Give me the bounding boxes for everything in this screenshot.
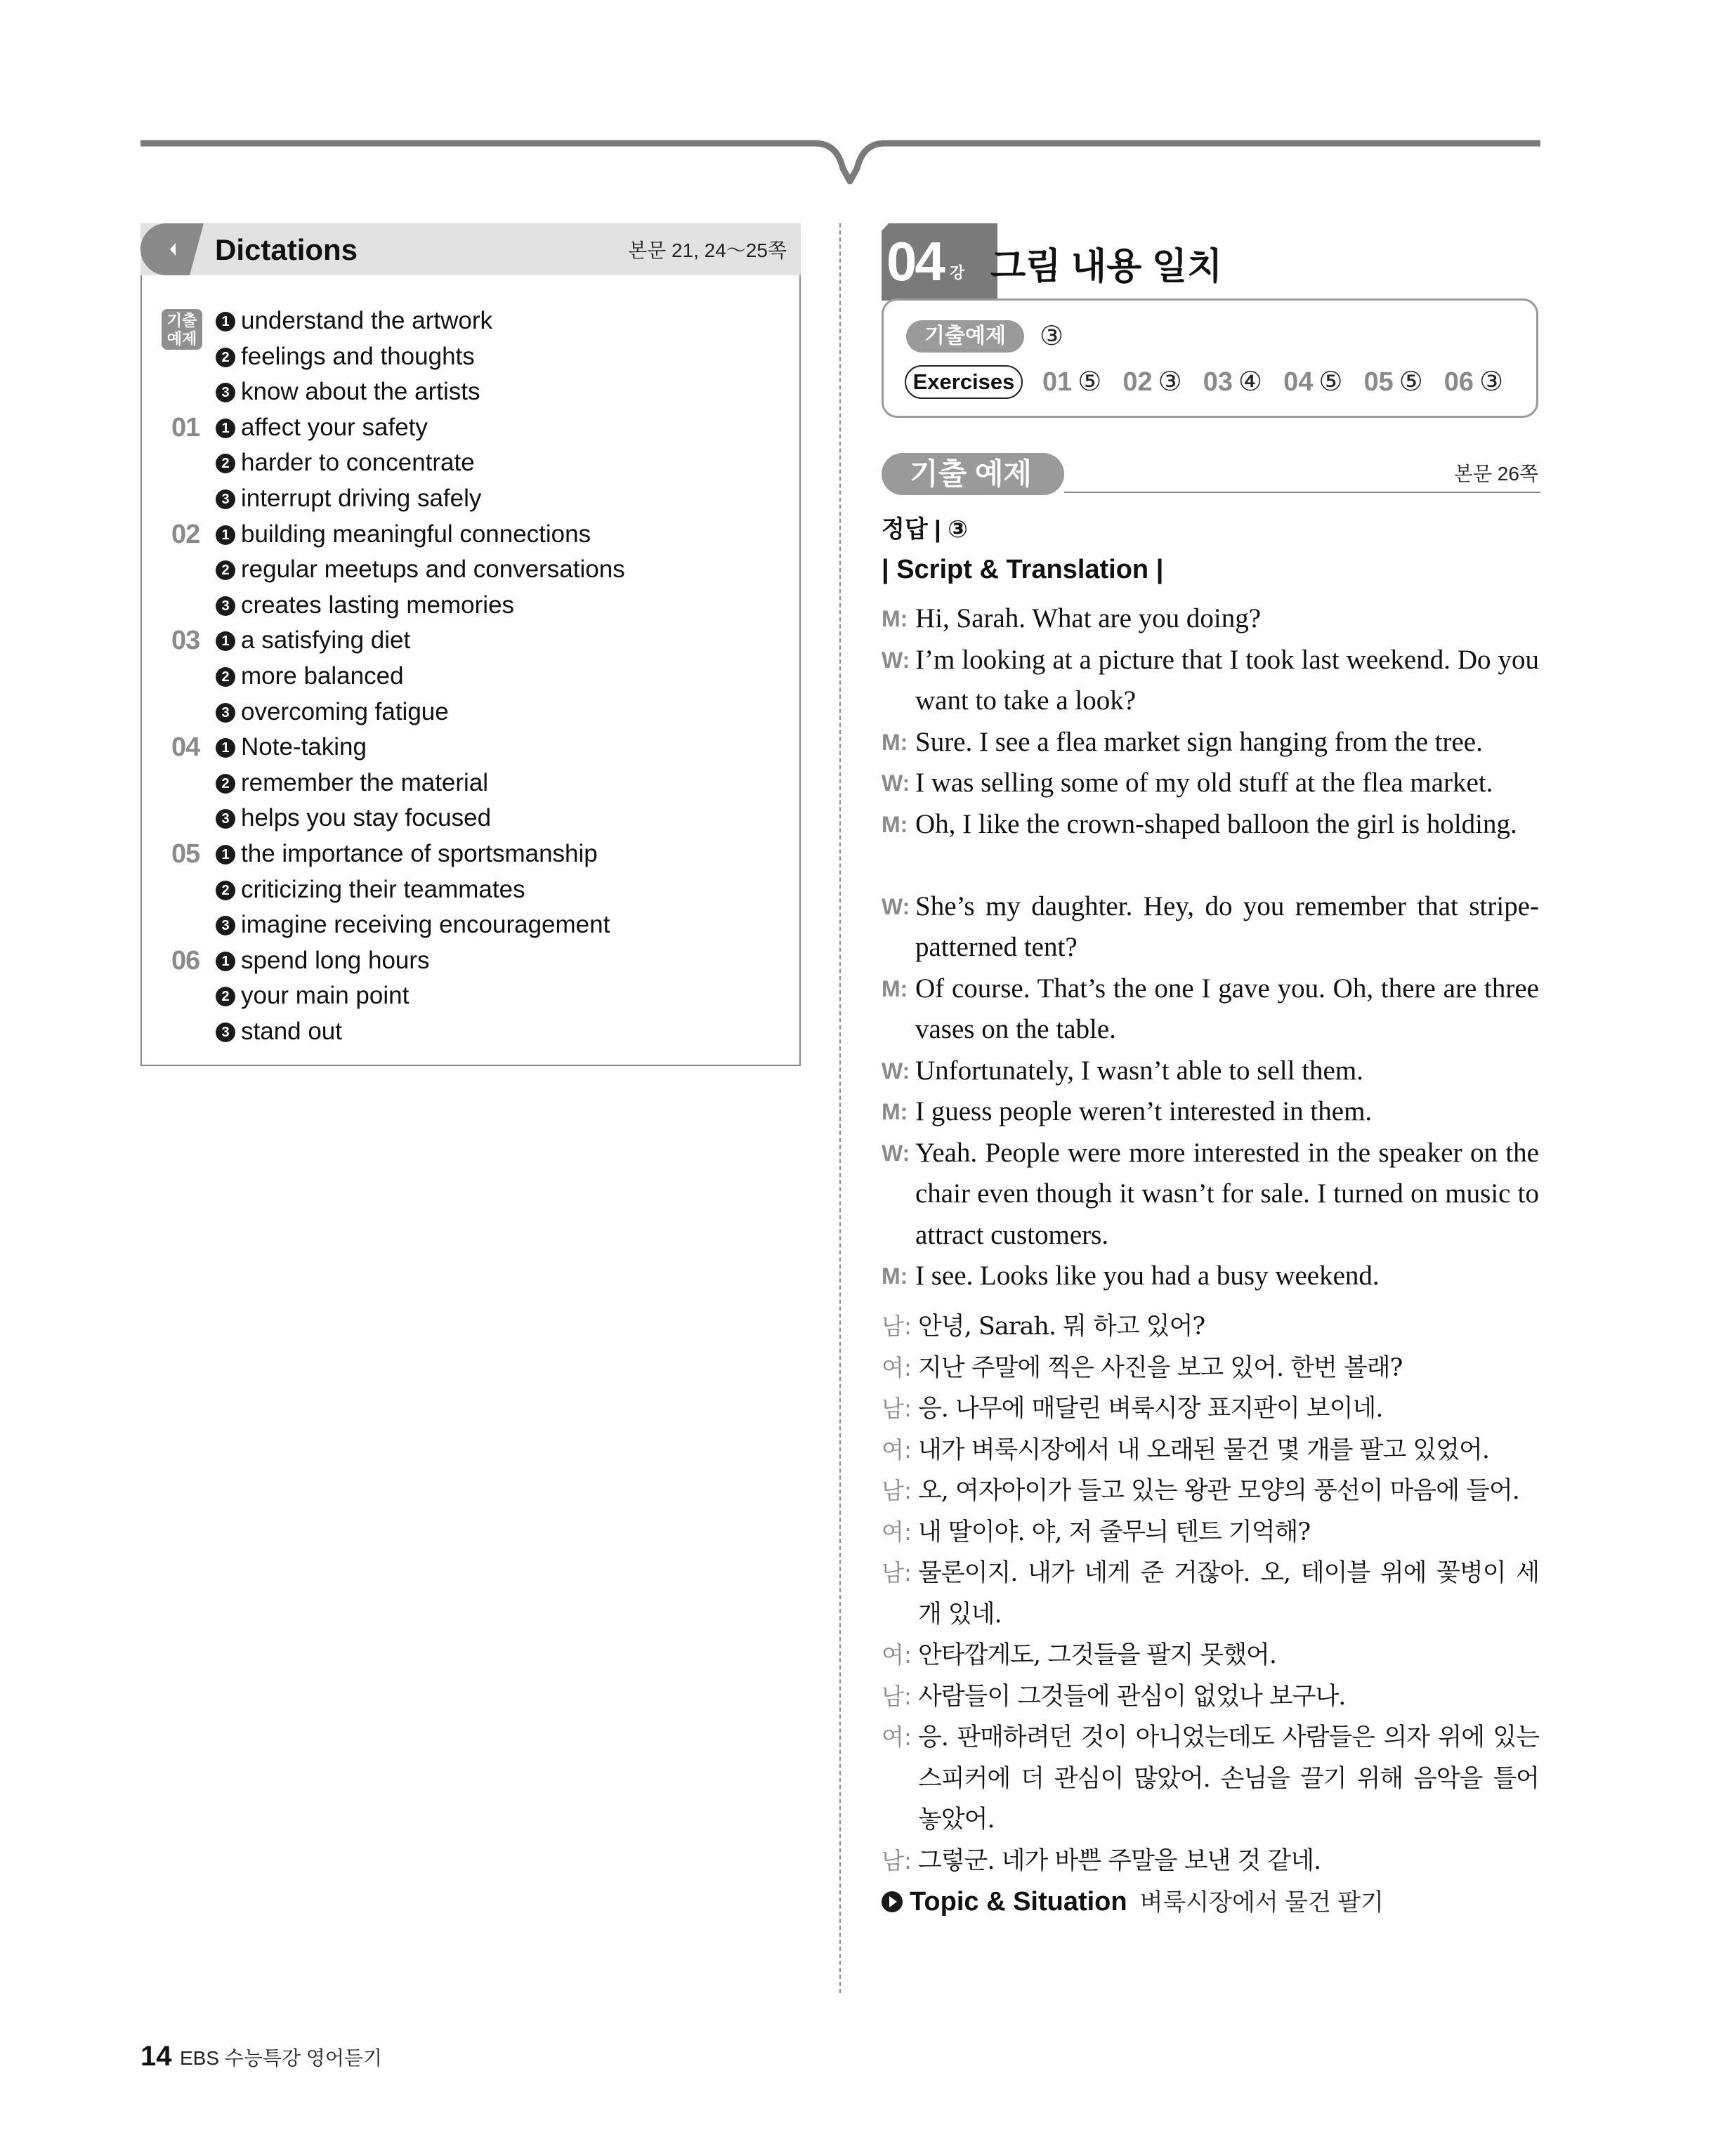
speaker-label: 남:: [882, 1477, 912, 1504]
translation-line: [882, 1348, 1542, 1389]
number-marker-icon: 3: [216, 1023, 235, 1042]
exercises-answers: [1042, 365, 1524, 399]
number-marker-icon: 3: [216, 916, 235, 935]
script-text: Of course. That’s the one I gave you. Oh, there are three vases on the table.: [915, 973, 1539, 1044]
script-text: I’m looking at a picture that I took last weekend. Do you want to take a look?: [915, 644, 1539, 716]
dictation-number: 06: [171, 945, 200, 975]
translation-line: [882, 1430, 1542, 1471]
number-marker-icon: 2: [216, 774, 235, 794]
exercise-choice: ③: [1158, 367, 1182, 397]
dictation-text: stand out: [241, 1018, 342, 1045]
dictation-number: 02: [171, 519, 200, 549]
script-text: Sure. I see a flea market sign hanging from the tree.: [915, 726, 1483, 757]
dictation-text: your main point: [241, 982, 410, 1010]
exercise-number: 01: [1042, 367, 1073, 397]
script-text: I was selling some of my old stuff at the flea market.: [915, 768, 1493, 798]
exercise-answer: [1363, 365, 1422, 399]
speaker-label: 남:: [882, 1682, 912, 1710]
dictation-item: [216, 339, 475, 374]
number-marker-icon: 2: [216, 348, 235, 367]
translation-text: 응. 판매하려던 것이 아니었는데도 사람들은 의자 위에 있는 스피커에 더 관심이 많았어. 손님을 끌기 위해 음악을 틀어 놓았어.: [918, 1723, 1539, 1834]
speaker-label: 여:: [882, 1353, 912, 1381]
gichul-yeje-badge: 기출 예제: [162, 309, 202, 350]
dictation-item: [216, 836, 598, 872]
dictation-item: [216, 907, 610, 942]
dictation-text: criticizing their teammates: [241, 875, 525, 903]
dictation-item: [216, 659, 404, 694]
dictation-text: helps you stay focused: [241, 804, 492, 832]
exercise-answer: [1122, 365, 1181, 399]
number-marker-icon: 1: [216, 419, 235, 438]
translation-line: [882, 1512, 1542, 1553]
exercise-number: 02: [1122, 367, 1153, 397]
dictation-text: a satisfying diet: [241, 626, 411, 655]
dictation-text: understand the artwork: [241, 307, 492, 334]
exercise-choice: ③: [1479, 367, 1504, 397]
script-line: [882, 598, 1542, 640]
speaker-label: 여:: [882, 1723, 912, 1751]
number-marker-icon: 2: [216, 881, 235, 900]
dictation-text: overcoming fatigue: [241, 697, 449, 725]
dictations-title: Dictations: [215, 233, 358, 266]
dictation-number: 04: [171, 732, 200, 763]
speaker-label: W:: [882, 647, 910, 673]
number-marker-icon: 1: [216, 525, 235, 545]
translation-text: 지난 주말에 찍은 사진을 보고 있어. 한번 볼래?: [918, 1353, 1403, 1382]
translation-line: [882, 1471, 1542, 1512]
speaker-label: 여:: [882, 1518, 912, 1546]
speaker-label: 남:: [882, 1846, 912, 1874]
dictation-text: the importance of sportsmanship: [241, 840, 598, 867]
dictation-text: creates lasting memories: [241, 591, 515, 619]
dictation-text: more balanced: [241, 662, 404, 690]
translation-text: 사람들이 그것들에 관심이 없었나 보구나.: [918, 1682, 1346, 1711]
script-line: [882, 886, 1542, 968]
script-line: [882, 1133, 1542, 1256]
book-title: EBS 수능특강 영어듣기: [180, 2047, 382, 2069]
script-text: Unfortunately, I wasn’t able to sell them.: [915, 1055, 1363, 1086]
translation-line: [882, 1717, 1542, 1841]
dictation-item: [216, 872, 525, 907]
dictation-number: 03: [171, 626, 200, 656]
speaker-label: M:: [882, 729, 908, 755]
translation-text: 안타깝게도, 그것들을 팔지 못했어.: [918, 1641, 1276, 1669]
dictation-text: feelings and thoughts: [241, 342, 475, 370]
exercise-answer: [1444, 365, 1503, 399]
number-marker-icon: 3: [216, 383, 235, 402]
dictation-item: [216, 588, 514, 623]
lesson-title: 그림 내용 일치: [990, 247, 1223, 287]
dictation-item: [216, 1014, 342, 1049]
topic-situation: [882, 1884, 1384, 1920]
script-line: [882, 1091, 1542, 1133]
exercise-number: 06: [1443, 367, 1474, 397]
dictation-item: [216, 978, 409, 1013]
dictation-item: [216, 552, 625, 587]
exercise-answer: [1042, 365, 1101, 399]
number-marker-icon: 1: [216, 738, 235, 758]
translation-text: 내 딸이야. 야, 저 줄무늬 텐트 기억해?: [918, 1518, 1311, 1546]
topic-text: 벼룩시장에서 물건 팔기: [1139, 1889, 1384, 1916]
dictation-number: 05: [171, 839, 200, 869]
number-marker-icon: 3: [216, 489, 235, 509]
script-heading: | Script & Translation |: [882, 555, 1164, 584]
speaker-label: 여:: [882, 1435, 912, 1464]
exercise-choice: ⑤: [1078, 367, 1102, 397]
exercise-choice: ⑤: [1399, 367, 1423, 397]
number-marker-icon: 3: [216, 596, 235, 616]
dictation-item: [216, 481, 481, 516]
translation-text: 응. 나무에 매달린 벼룩시장 표지판이 보이네.: [918, 1395, 1383, 1423]
top-decorative-rule: [0, 0, 1709, 197]
speaker-label: 여:: [882, 1641, 912, 1669]
dictation-text: imagine receiving encouragement: [241, 911, 610, 939]
translation-text: 안녕, Sarah. 뭐 하고 있어?: [918, 1313, 1205, 1341]
page-number: 14: [140, 2041, 172, 2072]
dictation-item: [216, 730, 367, 765]
topic-label: Topic & Situation: [910, 1887, 1127, 1917]
translation-text: 그렇군. 네가 바쁜 주말을 보낸 것 같네.: [918, 1846, 1321, 1875]
dictation-text: Note-taking: [241, 733, 367, 761]
exercise-answer: [1203, 365, 1262, 399]
exercise-answer: [1283, 365, 1342, 399]
script-line: [882, 640, 1542, 722]
column-divider: [839, 223, 841, 1993]
number-marker-icon: 1: [216, 312, 235, 331]
translation-line: [882, 1388, 1542, 1430]
script-text: Yeah. People were more interested in the speaker on the chair even though it wasn’t for sale. I turned on music to attract customers.: [915, 1137, 1539, 1250]
speaker-label: W:: [882, 1058, 910, 1084]
dictation-item: [216, 410, 428, 445]
script-text: Hi, Sarah. What are you doing?: [915, 603, 1262, 633]
number-marker-icon: 3: [216, 703, 235, 723]
translation-text: 오, 여자아이가 들고 있는 왕관 모양의 풍선이 마음에 들어.: [918, 1477, 1519, 1505]
exercise-number: 04: [1283, 367, 1314, 397]
dictation-item: [216, 943, 430, 978]
dictation-text: regular meetups and conversations: [241, 556, 625, 584]
dictation-item: [216, 517, 591, 552]
translation-line: [882, 1306, 1542, 1348]
dictation-text: harder to concentrate: [241, 449, 475, 477]
dictation-item: [216, 303, 492, 338]
dictations-page-ref: 본문 21, 24～25쪽: [628, 239, 787, 261]
script-line: [882, 763, 1542, 804]
section-page-ref: 본문 26쪽: [1453, 463, 1538, 485]
speaker-label: 남:: [882, 1395, 912, 1422]
dictation-item: [216, 623, 410, 658]
speaker-label: W:: [882, 1140, 910, 1166]
dictation-item: [216, 801, 491, 836]
script-line: [882, 722, 1542, 763]
exercise-number: 03: [1203, 367, 1233, 397]
dictation-item: [216, 765, 488, 801]
section-rule: [1064, 492, 1540, 493]
translation-line: [882, 1841, 1542, 1882]
translation-line: [882, 1635, 1542, 1676]
exercises-pill: Exercises: [905, 365, 1023, 399]
number-marker-icon: 2: [216, 987, 235, 1006]
lesson-number: 04: [886, 230, 943, 292]
script-text: Oh, I like the crown-shaped balloon the girl is holding.: [915, 808, 1517, 839]
speaker-label: 남:: [882, 1559, 912, 1586]
translation-text: 물론이지. 내가 네게 준 거잖아. 오, 테이블 위에 꽃병이 세 개 있네.: [918, 1559, 1539, 1629]
exercise-choice: ④: [1238, 367, 1263, 397]
number-marker-icon: 2: [216, 667, 235, 687]
answer-line: 정답 | ③: [882, 516, 968, 543]
speaker-label: W:: [882, 770, 910, 796]
number-marker-icon: 1: [216, 845, 235, 865]
script-line: [882, 1256, 1542, 1297]
translation-line: [882, 1553, 1542, 1635]
dictation-text: remember the material: [241, 768, 489, 796]
dictation-item: [216, 374, 480, 409]
number-marker-icon: 3: [216, 809, 235, 829]
dictation-item: [216, 445, 475, 480]
number-marker-icon: 2: [216, 560, 235, 580]
gichul-yeje-answer: ③: [1040, 322, 1064, 351]
play-arrow-icon: [882, 1891, 903, 1912]
exercise-choice: ⑤: [1318, 367, 1343, 397]
dictation-text: interrupt driving safely: [241, 485, 482, 512]
gichul-yeje-pill: 기출예제: [906, 320, 1024, 353]
speaker-label: 남:: [882, 1313, 912, 1340]
script-line: [882, 804, 1542, 886]
lesson-unit-label: 강: [950, 264, 965, 282]
dictation-number: 01: [171, 412, 200, 442]
script-text: She’s my daughter. Hey, do you remember that stripe-patterned tent?: [915, 890, 1539, 962]
number-marker-icon: 1: [216, 952, 235, 971]
number-marker-icon: 1: [216, 631, 235, 651]
exercise-number: 05: [1363, 367, 1394, 397]
translation-text: 내가 벼룩시장에서 내 오래된 물건 몇 개를 팔고 있었어.: [918, 1435, 1489, 1464]
dictation-text: building meaningful connections: [241, 520, 591, 548]
script-line: [882, 968, 1542, 1051]
speaker-label: W:: [882, 893, 910, 919]
dictation-text: affect your safety: [241, 413, 428, 441]
script-text: I see. Looks like you had a busy weekend.: [915, 1261, 1380, 1291]
dictation-text: know about the artists: [241, 378, 480, 406]
speaker-label: M:: [882, 811, 908, 837]
script-text: I guess people weren’t interested in them.: [915, 1096, 1373, 1126]
script-line: [882, 1051, 1542, 1092]
section-title: 기출 예제: [910, 457, 1032, 490]
dictations-tab: [140, 223, 204, 275]
speaker-label: M:: [882, 1099, 908, 1124]
dictation-item: [216, 695, 449, 730]
speaker-label: M:: [882, 1263, 908, 1289]
answer-key-box: [882, 298, 1538, 418]
speaker-label: M:: [882, 975, 908, 1001]
dictation-text: spend long hours: [241, 946, 430, 974]
number-marker-icon: 2: [216, 454, 235, 473]
speaker-label: M:: [882, 606, 908, 631]
translation-line: [882, 1676, 1542, 1718]
